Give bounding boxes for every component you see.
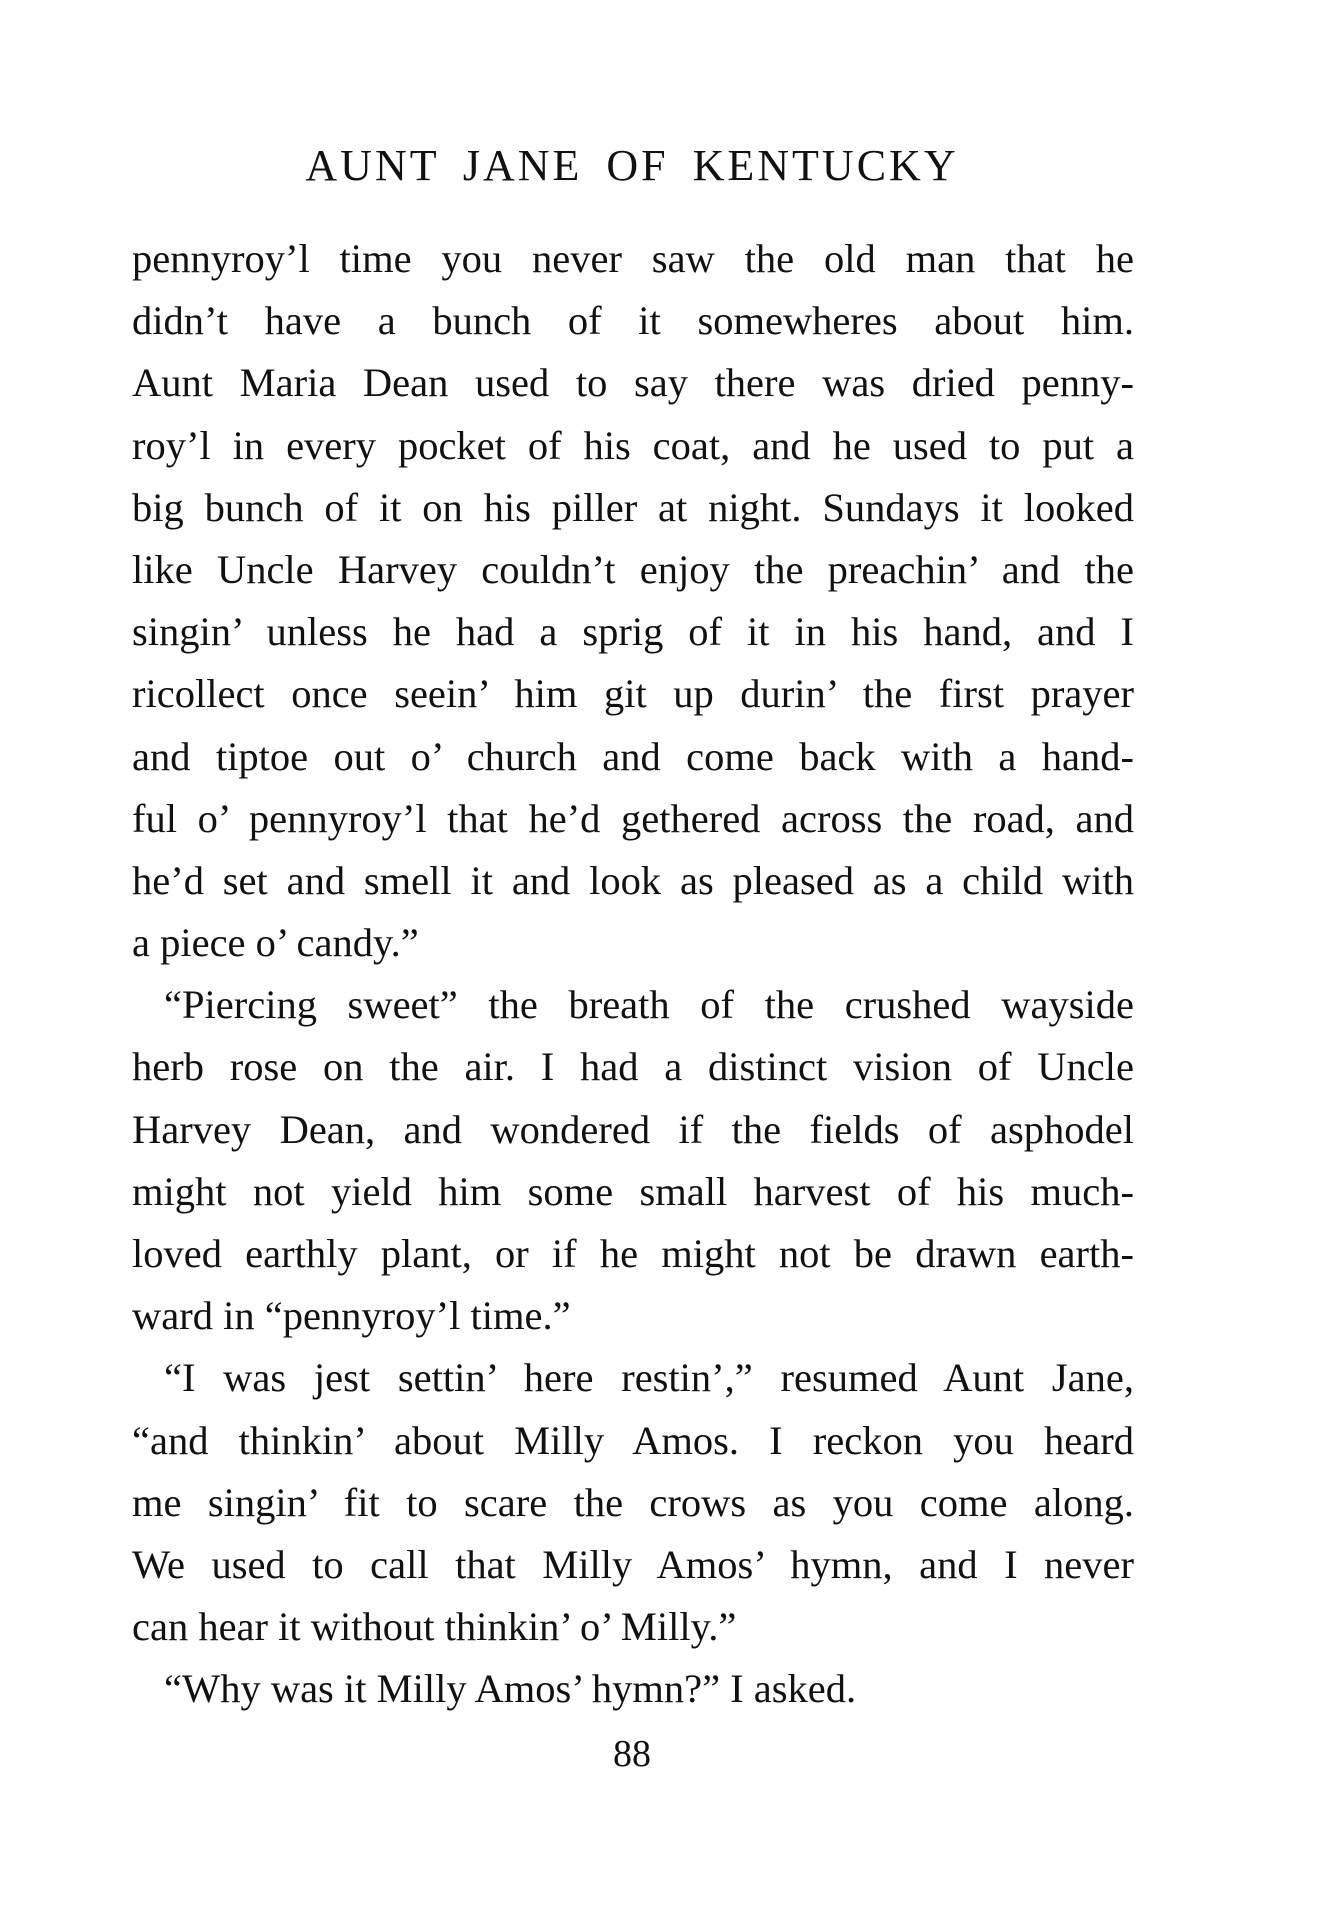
text-line: “Piercing sweet” the breath of the crushed wayside: [164, 982, 1134, 1028]
text-line: might not yield him some small harvest of his much-: [132, 1168, 1134, 1214]
text-line: like Uncle Harvey couldn’t enjoy the preachin’ and the: [132, 546, 1134, 592]
text-line: “Why was it Milly Amos’ hymn?” I asked.: [164, 1666, 857, 1712]
text-line: Aunt Maria Dean used to say there was dried penny-: [132, 360, 1134, 406]
text-line: “and thinkin’ about Milly Amos. I reckon you heard: [132, 1417, 1134, 1463]
text-line: didn’t have a bunch of it somewheres about him.: [132, 298, 1134, 344]
text-line: can hear it without thinkin’ o’ Milly.”: [132, 1604, 737, 1650]
text-line: “I was jest settin’ here restin’,” resumed Aunt Jane,: [164, 1355, 1134, 1401]
text-line: ful o’ pennyroy’l that he’d gethered across the road, and: [132, 795, 1134, 841]
text-line: me singin’ fit to scare the crows as you come along.: [132, 1479, 1134, 1525]
text-line: he’d set and smell it and look as pleased as a child with: [132, 857, 1134, 903]
text-line: Harvey Dean, and wondered if the fields of asphodel: [132, 1106, 1134, 1152]
text-line: ward in “pennyroy’l time.”: [132, 1293, 571, 1339]
text-line: singin’ unless he had a sprig of it in his hand, and I: [132, 609, 1134, 655]
paragraph: [132, 1347, 1134, 1658]
paragraph: [132, 1658, 1134, 1720]
text-line: big bunch of it on his piller at night. Sundays it looked: [132, 484, 1134, 530]
text-line: We used to call that Milly Amos’ hymn, and I never: [132, 1541, 1134, 1587]
text-line: a piece o’ candy.”: [132, 920, 419, 966]
text-line: pennyroy’l time you never saw the old man that he: [132, 236, 1134, 281]
text-line: ricollect once seein’ him git up durin’ the first prayer: [132, 671, 1134, 717]
page-number: 88: [613, 1733, 651, 1775]
text-line: and tiptoe out o’ church and come back with a hand-: [132, 733, 1134, 779]
paragraph: [132, 228, 1134, 974]
paragraph: [132, 974, 1134, 1347]
text-line: herb rose on the air. I had a distinct vision of Uncle: [132, 1044, 1134, 1090]
text-line: roy’l in every pocket of his coat, and he used to put a: [132, 422, 1134, 468]
body-text: [132, 228, 1134, 1721]
running-head: AUNT JANE OF KENTUCKY: [305, 141, 959, 190]
text-line: loved earthly plant, or if he might not be drawn earth-: [132, 1231, 1134, 1276]
